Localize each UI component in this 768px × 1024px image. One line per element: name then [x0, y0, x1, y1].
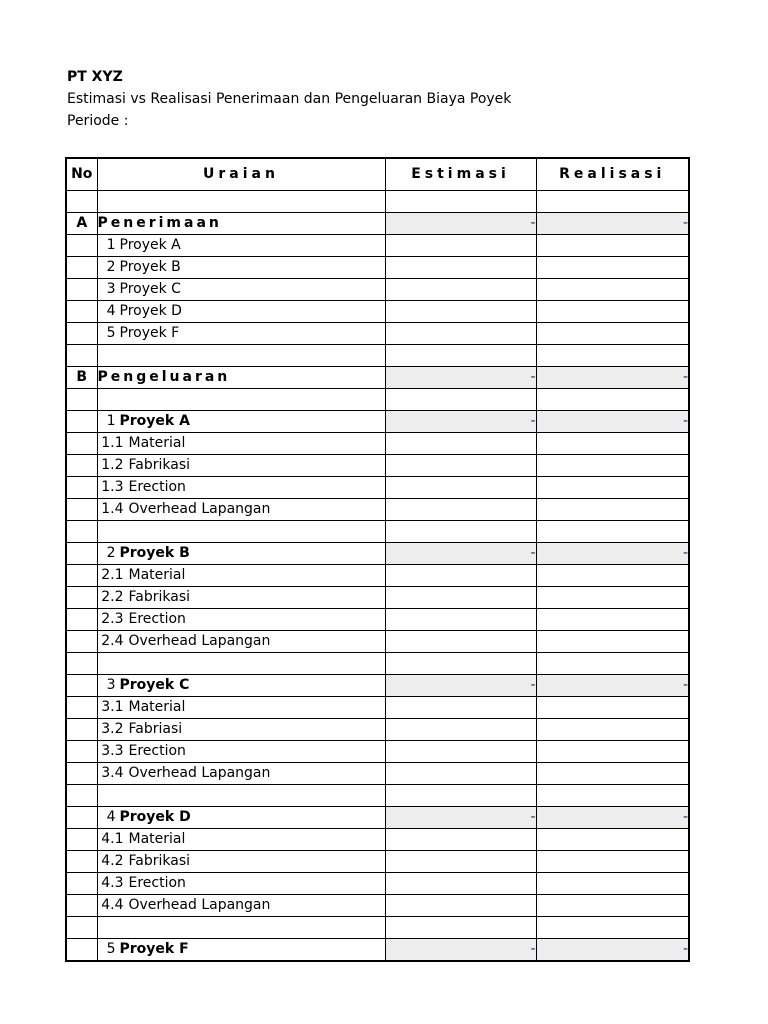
section-code: B — [66, 367, 97, 389]
subitem-number: 1.4 — [101, 501, 124, 517]
realisasi-cell[interactable] — [536, 499, 689, 521]
realisasi-cell[interactable] — [536, 323, 689, 345]
estimasi-cell[interactable] — [385, 499, 536, 521]
subitem-label — [97, 873, 385, 895]
subitem-number: 1.1 — [101, 435, 124, 451]
item-number: 2 — [106, 259, 116, 275]
empty-row — [66, 917, 689, 939]
subitem-number: 1.3 — [101, 479, 124, 495]
table-row — [66, 851, 689, 873]
subitem-text: Overhead Lapangan — [128, 765, 271, 781]
no-cell — [66, 433, 97, 455]
section-code: A — [66, 213, 97, 235]
section-realisasi[interactable]: - — [536, 213, 689, 235]
no-cell — [66, 873, 97, 895]
subitem-number: 4.4 — [101, 897, 124, 913]
subitem-text: Fabrikasi — [128, 853, 191, 869]
estimasi-cell[interactable] — [385, 851, 536, 873]
estimasi-cell[interactable] — [385, 301, 536, 323]
table-row — [66, 741, 689, 763]
table-row — [66, 565, 689, 587]
subitem-number: 2.4 — [101, 633, 124, 649]
section-label: Penerimaan — [97, 213, 385, 235]
subitem-label — [97, 587, 385, 609]
no-cell — [66, 323, 97, 345]
realisasi-cell[interactable] — [536, 829, 689, 851]
col-header-no: No — [66, 158, 97, 191]
no-cell — [66, 829, 97, 851]
uraian-cell[interactable] — [97, 785, 385, 807]
item-number: 3 — [106, 281, 116, 297]
realisasi-cell[interactable] — [536, 609, 689, 631]
no-cell — [66, 587, 97, 609]
subitem-text: Erection — [128, 611, 186, 627]
list-item — [66, 301, 689, 323]
realisasi-cell[interactable] — [536, 477, 689, 499]
estimasi-cell[interactable] — [385, 477, 536, 499]
item-text: Proyek F — [119, 325, 180, 341]
no-cell — [66, 455, 97, 477]
project-estimasi[interactable]: - — [385, 939, 536, 962]
table-row — [66, 763, 689, 785]
project-text: Proyek C — [119, 677, 190, 693]
no-cell — [66, 543, 97, 565]
uraian-cell[interactable] — [97, 345, 385, 367]
subitem-text: Material — [128, 831, 186, 847]
subitem-text: Fabrikasi — [128, 589, 191, 605]
no-cell — [66, 565, 97, 587]
table-row — [66, 587, 689, 609]
empty-row — [66, 521, 689, 543]
table-row — [66, 829, 689, 851]
project-row — [66, 411, 689, 433]
estimasi-cell[interactable] — [385, 741, 536, 763]
uraian-cell[interactable] — [97, 917, 385, 939]
project-label — [97, 411, 385, 433]
table-row — [66, 455, 689, 477]
estimasi-cell[interactable] — [385, 235, 536, 257]
subitem-number: 2.1 — [101, 567, 124, 583]
no-cell — [66, 499, 97, 521]
table-row — [66, 873, 689, 895]
realisasi-cell[interactable] — [536, 235, 689, 257]
subitem-number: 3.2 — [101, 721, 124, 737]
subitem-text: Material — [128, 435, 186, 451]
item-text: Proyek B — [119, 259, 181, 275]
subitem-number: 3.1 — [101, 699, 124, 715]
item-label — [97, 301, 385, 323]
empty-row — [66, 785, 689, 807]
project-number: 1 — [106, 413, 116, 429]
empty-row — [66, 345, 689, 367]
estimasi-cell[interactable] — [385, 323, 536, 345]
report-period: Periode : — [67, 113, 129, 129]
realisasi-cell[interactable] — [536, 587, 689, 609]
item-text: Proyek A — [119, 237, 181, 253]
realisasi-cell[interactable] — [536, 917, 689, 939]
project-number: 3 — [106, 677, 116, 693]
subitem-label — [97, 851, 385, 873]
realisasi-cell[interactable] — [536, 763, 689, 785]
table-row — [66, 433, 689, 455]
no-cell — [66, 191, 97, 213]
subitem-text: Erection — [128, 479, 186, 495]
project-estimasi[interactable]: - — [385, 807, 536, 829]
no-cell — [66, 653, 97, 675]
estimasi-cell[interactable] — [385, 785, 536, 807]
subitem-number: 4.2 — [101, 853, 124, 869]
estimasi-cell[interactable] — [385, 565, 536, 587]
realisasi-cell[interactable] — [536, 719, 689, 741]
col-header-uraian: Uraian — [97, 158, 385, 191]
subitem-text: Material — [128, 699, 186, 715]
realisasi-cell[interactable] — [536, 191, 689, 213]
uraian-cell[interactable] — [97, 191, 385, 213]
project-realisasi[interactable]: - — [536, 411, 689, 433]
realisasi-cell[interactable] — [536, 279, 689, 301]
project-text: Proyek D — [119, 809, 191, 825]
item-label — [97, 279, 385, 301]
realisasi-cell[interactable] — [536, 433, 689, 455]
realisasi-cell[interactable] — [536, 851, 689, 873]
realisasi-cell[interactable] — [536, 873, 689, 895]
list-item — [66, 235, 689, 257]
item-label — [97, 235, 385, 257]
estimasi-cell[interactable] — [385, 433, 536, 455]
subitem-label — [97, 829, 385, 851]
project-row — [66, 675, 689, 697]
project-text: Proyek A — [119, 413, 190, 429]
subitem-number: 4.3 — [101, 875, 124, 891]
item-number: 1 — [106, 237, 116, 253]
project-estimasi[interactable]: - — [385, 543, 536, 565]
list-item — [66, 257, 689, 279]
no-cell — [66, 521, 97, 543]
realisasi-cell[interactable] — [536, 301, 689, 323]
no-cell — [66, 763, 97, 785]
uraian-cell[interactable] — [97, 521, 385, 543]
list-item — [66, 279, 689, 301]
subitem-text: Overhead Lapangan — [128, 501, 271, 517]
estimasi-cell[interactable] — [385, 257, 536, 279]
project-number: 2 — [106, 545, 116, 561]
subitem-label — [97, 741, 385, 763]
realisasi-cell[interactable] — [536, 895, 689, 917]
realisasi-cell[interactable] — [536, 741, 689, 763]
no-cell — [66, 609, 97, 631]
report-title: Estimasi vs Realisasi Penerimaan dan Pengeluaran Biaya Poyek — [67, 91, 512, 107]
no-cell — [66, 345, 97, 367]
estimasi-cell[interactable] — [385, 829, 536, 851]
item-label — [97, 323, 385, 345]
realisasi-cell[interactable] — [536, 785, 689, 807]
estimasi-cell[interactable] — [385, 389, 536, 411]
estimasi-cell[interactable] — [385, 873, 536, 895]
project-realisasi[interactable]: - — [536, 939, 689, 962]
table-row — [66, 477, 689, 499]
subitem-text: Material — [128, 567, 186, 583]
item-label — [97, 257, 385, 279]
subitem-text: Overhead Lapangan — [128, 633, 271, 649]
estimasi-cell[interactable] — [385, 345, 536, 367]
realisasi-cell[interactable] — [536, 653, 689, 675]
section-row — [66, 213, 689, 235]
subitem-text: Erection — [128, 875, 186, 891]
estimasi-cell[interactable] — [385, 895, 536, 917]
table-header-row — [66, 158, 689, 191]
subitem-number: 1.2 — [101, 457, 124, 473]
no-cell — [66, 719, 97, 741]
no-cell — [66, 917, 97, 939]
section-row — [66, 367, 689, 389]
no-cell — [66, 389, 97, 411]
report-table — [65, 157, 690, 962]
subitem-number: 3.3 — [101, 743, 124, 759]
subitem-label — [97, 455, 385, 477]
estimasi-cell[interactable] — [385, 917, 536, 939]
estimasi-cell[interactable] — [385, 455, 536, 477]
no-cell — [66, 411, 97, 433]
estimasi-cell[interactable] — [385, 609, 536, 631]
project-row — [66, 543, 689, 565]
project-label — [97, 807, 385, 829]
subitem-label — [97, 433, 385, 455]
estimasi-cell[interactable] — [385, 631, 536, 653]
realisasi-cell[interactable] — [536, 565, 689, 587]
project-text: Proyek B — [119, 545, 190, 561]
no-cell — [66, 807, 97, 829]
realisasi-cell[interactable] — [536, 257, 689, 279]
table-row — [66, 631, 689, 653]
table-row — [66, 719, 689, 741]
realisasi-cell[interactable] — [536, 697, 689, 719]
estimasi-cell[interactable] — [385, 191, 536, 213]
empty-row — [66, 389, 689, 411]
subitem-label — [97, 609, 385, 631]
realisasi-cell[interactable] — [536, 631, 689, 653]
table-body — [66, 191, 689, 962]
empty-row — [66, 653, 689, 675]
no-cell — [66, 741, 97, 763]
list-item — [66, 323, 689, 345]
project-realisasi[interactable]: - — [536, 543, 689, 565]
estimasi-cell[interactable] — [385, 653, 536, 675]
project-realisasi[interactable]: - — [536, 675, 689, 697]
realisasi-cell[interactable] — [536, 345, 689, 367]
subitem-label — [97, 477, 385, 499]
table-row — [66, 609, 689, 631]
table-row — [66, 895, 689, 917]
table-row — [66, 499, 689, 521]
item-text: Proyek D — [119, 303, 182, 319]
realisasi-cell[interactable] — [536, 455, 689, 477]
subitem-text: Fabrikasi — [128, 457, 191, 473]
subitem-label — [97, 719, 385, 741]
no-cell — [66, 235, 97, 257]
no-cell — [66, 785, 97, 807]
estimasi-cell[interactable] — [385, 697, 536, 719]
estimasi-cell[interactable] — [385, 521, 536, 543]
subitem-label — [97, 697, 385, 719]
subitem-text: Overhead Lapangan — [128, 897, 271, 913]
col-header-realisasi: Realisasi — [536, 158, 689, 191]
no-cell — [66, 477, 97, 499]
project-realisasi[interactable]: - — [536, 807, 689, 829]
project-label — [97, 675, 385, 697]
estimasi-cell[interactable] — [385, 279, 536, 301]
section-estimasi[interactable]: - — [385, 213, 536, 235]
item-number: 5 — [106, 325, 116, 341]
subitem-number: 3.4 — [101, 765, 124, 781]
project-number: 5 — [106, 941, 116, 957]
section-realisasi[interactable]: - — [536, 367, 689, 389]
no-cell — [66, 697, 97, 719]
no-cell — [66, 257, 97, 279]
no-cell — [66, 675, 97, 697]
project-row — [66, 807, 689, 829]
project-estimasi[interactable]: - — [385, 675, 536, 697]
project-estimasi[interactable]: - — [385, 411, 536, 433]
item-text: Proyek C — [119, 281, 181, 297]
subitem-label — [97, 895, 385, 917]
no-cell — [66, 279, 97, 301]
empty-row — [66, 191, 689, 213]
no-cell — [66, 851, 97, 873]
subitem-label — [97, 763, 385, 785]
table-row — [66, 697, 689, 719]
subitem-text: Erection — [128, 743, 186, 759]
subitem-label — [97, 631, 385, 653]
subitem-label — [97, 565, 385, 587]
project-label — [97, 543, 385, 565]
subitem-text: Fabriasi — [128, 721, 183, 737]
no-cell — [66, 895, 97, 917]
estimasi-cell[interactable] — [385, 763, 536, 785]
subitem-label — [97, 499, 385, 521]
no-cell — [66, 631, 97, 653]
col-header-estimasi: Estimasi — [385, 158, 536, 191]
realisasi-cell[interactable] — [536, 521, 689, 543]
section-estimasi[interactable]: - — [385, 367, 536, 389]
subitem-number: 2.3 — [101, 611, 124, 627]
report-header — [67, 66, 511, 132]
no-cell — [66, 301, 97, 323]
project-number: 4 — [106, 809, 116, 825]
uraian-cell[interactable] — [97, 653, 385, 675]
project-label — [97, 939, 385, 962]
realisasi-cell[interactable] — [536, 389, 689, 411]
item-number: 4 — [106, 303, 116, 319]
no-cell — [66, 939, 97, 962]
uraian-cell[interactable] — [97, 389, 385, 411]
estimasi-cell[interactable] — [385, 587, 536, 609]
company-name: PT XYZ — [67, 69, 123, 85]
estimasi-cell[interactable] — [385, 719, 536, 741]
project-text: Proyek F — [119, 941, 189, 957]
project-row — [66, 939, 689, 962]
section-label: Pengeluaran — [97, 367, 385, 389]
subitem-number: 2.2 — [101, 589, 124, 605]
subitem-number: 4.1 — [101, 831, 124, 847]
